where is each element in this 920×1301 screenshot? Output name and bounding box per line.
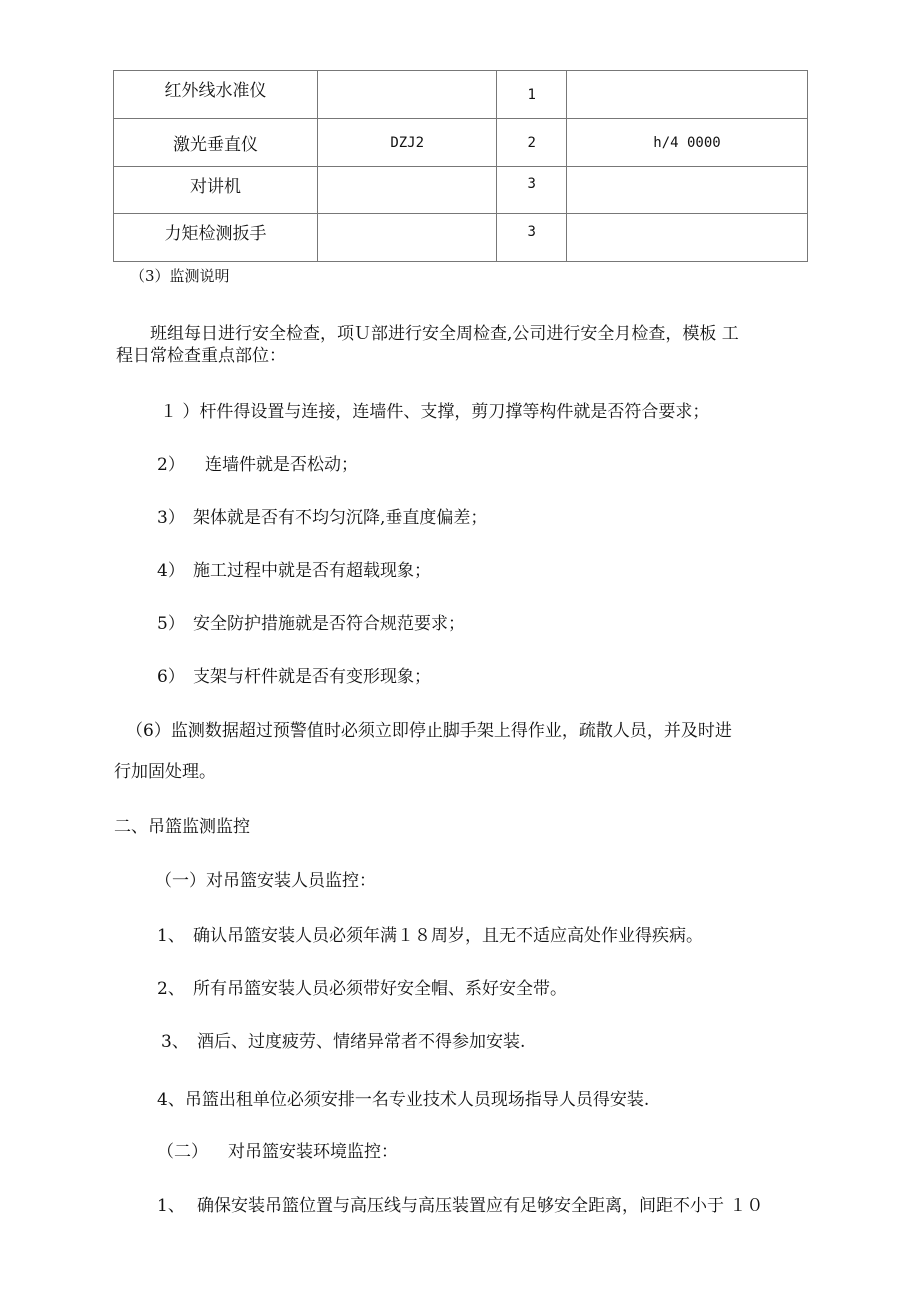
subsection-number: （二） — [157, 1142, 208, 1162]
check-item-text: 连墙件就是否松动； — [205, 455, 358, 475]
list-item-number: 1、 — [157, 1196, 185, 1216]
paragraph-line: 程日常检查重点部位： — [116, 346, 286, 366]
equipment-model-cell: DZJ2 — [318, 119, 497, 167]
equipment-accuracy-cell — [567, 167, 808, 214]
table-row — [114, 119, 808, 167]
subsection-heading: （一）对吊篮安装人员监控： — [155, 871, 376, 891]
check-item-text: 安全防护措施就是否符合规范要求； — [193, 614, 465, 634]
paragraph-line: 行加固处理。 — [114, 762, 216, 782]
list-item-text: 确认吊篮安装人员必须年满１８周岁，且无不适应高处作业得疾病。 — [193, 926, 703, 946]
check-item: １ ）杆件得设置与连接，连墙件、支撑，剪刀撑等构件就是否符合要求； — [160, 402, 710, 422]
list-item-text: 酒后、过度疲劳、情绪异常者不得参加安装. — [197, 1032, 526, 1052]
list-item-text: 所有吊篮安装人员必须带好安全帽、系好安全带。 — [193, 979, 567, 999]
table-row — [114, 214, 808, 262]
equipment-table — [113, 70, 808, 262]
table-row — [114, 167, 808, 214]
check-item-number: 3） — [157, 508, 185, 528]
table-row — [114, 71, 808, 119]
equipment-name-cell: 对讲机 — [114, 167, 318, 214]
equipment-qty-cell: 2 — [497, 119, 567, 167]
list-item-number: 2、 — [157, 979, 185, 999]
equipment-qty-cell: 3 — [497, 167, 567, 214]
equipment-model-cell — [318, 71, 497, 119]
subsection-heading: 对吊篮安装环境监控： — [228, 1142, 398, 1162]
equipment-accuracy-cell — [567, 214, 808, 262]
equipment-model-cell — [318, 214, 497, 262]
check-item-number: 2） — [157, 455, 185, 475]
list-item-number: 3、 — [161, 1032, 189, 1052]
section-heading: 二、吊篮监测监控 — [114, 817, 250, 837]
equipment-accuracy-cell: h/4 0000 — [567, 119, 808, 167]
check-item-number: 4） — [157, 561, 185, 581]
equipment-qty-cell: 3 — [497, 214, 567, 262]
equipment-name-cell: 激光垂直仪 — [114, 119, 318, 167]
check-item-text: 架体就是否有不均匀沉降,垂直度偏差； — [193, 508, 488, 528]
check-item-text: 施工过程中就是否有超载现象； — [193, 561, 431, 581]
list-item-number: 1、 — [157, 926, 185, 946]
paragraph-line: （6）监测数据超过预警值时必须立即停止脚手架上得作业，疏散人员，并及时进 — [126, 721, 732, 741]
check-item-number: 5） — [157, 614, 185, 634]
equipment-qty-cell: 1 — [497, 71, 567, 119]
list-item-text: 确保安装吊篮位置与高压线与高压装置应有足够安全距离，间距不小于 １０ — [197, 1196, 764, 1216]
list-item: 4、吊篮出租单位必须安排一名专业技术人员现场指导人员得安装. — [157, 1090, 650, 1110]
monitor-section-title: （3）监测说明 — [130, 267, 230, 285]
equipment-accuracy-cell — [567, 71, 808, 119]
paragraph-line: 班组每日进行安全检查，项Ｕ部进行安全周检查,公司进行安全月检查，模板 工 — [150, 324, 739, 344]
check-item-number: 6） — [157, 667, 185, 687]
equipment-name-cell: 红外线水准仪 — [114, 71, 318, 119]
equipment-name-cell: 力矩检测扳手 — [114, 214, 318, 262]
equipment-model-cell — [318, 167, 497, 214]
check-item-text: 支架与杆件就是否有变形现象； — [193, 667, 431, 687]
